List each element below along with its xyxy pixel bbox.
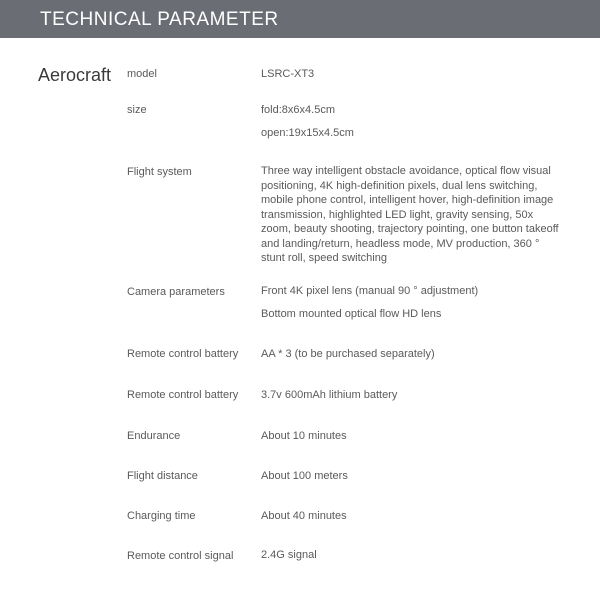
param-value-size-fold: fold:8x6x4.5cm (261, 104, 335, 116)
param-label-model: model (127, 68, 157, 80)
param-label-size: size (127, 104, 147, 116)
param-value-charging-time: About 40 minutes (261, 510, 347, 522)
param-value-remote-battery-1: AA * 3 (to be purchased separately) (261, 348, 435, 360)
param-value-size-open: open:19x15x4.5cm (261, 127, 354, 139)
param-label-remote-battery-2: Remote control battery (127, 389, 239, 401)
param-label-remote-battery-1: Remote control battery (127, 348, 239, 360)
param-label-remote-signal: Remote control signal (127, 550, 234, 562)
page-title: TECHNICAL PARAMETER (40, 9, 279, 30)
param-value-camera-front: Front 4K pixel lens (manual 90 ° adjustment) (261, 285, 479, 297)
param-value-flight-distance: About 100 meters (261, 470, 348, 482)
param-label-flight-distance: Flight distance (127, 470, 198, 482)
param-label-flight-system: Flight system (127, 166, 192, 178)
param-value-flight-system: Three way intelligent obstacle avoidance, optical flow visual positioning, 4K high-definition pixels, dual lens switching, mobile phone control, intelligent hover, high-definition image transmission, highlighted LED light, gravity sensing, 50x zoom, beauty shooting, trajectory pointing, one button takeoff and landing/return, headless mode, MV production, 360 ° stunt roll, speed switching (261, 165, 559, 264)
param-label-charging-time: Charging time (127, 510, 196, 522)
param-value-remote-signal: 2.4G signal (261, 549, 317, 561)
param-label-endurance: Endurance (127, 430, 181, 442)
param-value-model: LSRC-XT3 (261, 68, 315, 80)
param-value-camera-bottom: Bottom mounted optical flow HD lens (261, 308, 442, 320)
param-value-endurance: About 10 minutes (261, 430, 347, 442)
header-bar (0, 0, 600, 38)
param-value-remote-battery-2: 3.7v 600mAh lithium battery (261, 389, 398, 401)
section-title: Aerocraft (38, 65, 112, 85)
param-label-camera: Camera parameters (127, 286, 225, 298)
